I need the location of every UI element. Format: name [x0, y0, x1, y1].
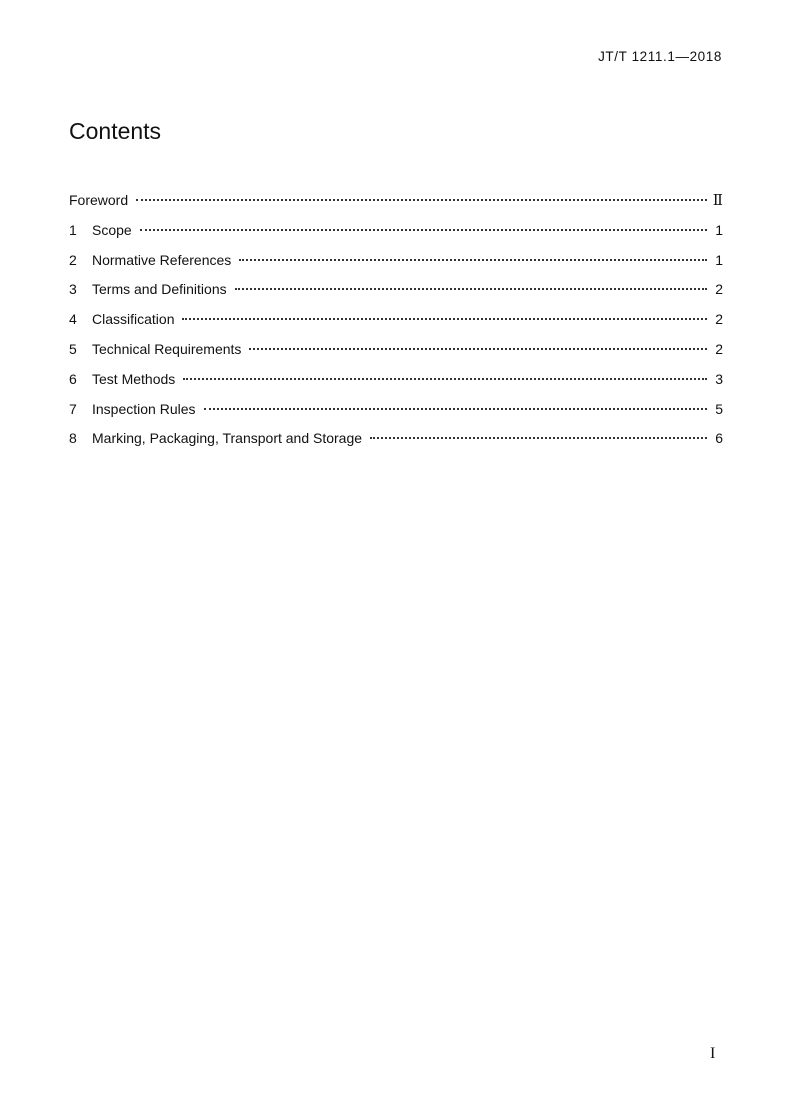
- toc-entry-normative-references[interactable]: [69, 250, 723, 280]
- toc-entry-label: Classification: [92, 311, 175, 328]
- dot-leader: [370, 437, 707, 439]
- toc-entry-number: 3: [69, 281, 77, 298]
- dot-leader: [183, 378, 707, 380]
- toc-entry-number: 1: [69, 221, 77, 238]
- toc-entry-page: 6: [715, 430, 723, 447]
- toc-entry-label: Normative References: [92, 251, 232, 268]
- toc-entry-label: Marking, Packaging, Transport and Storage: [92, 430, 363, 447]
- toc-entry-page: 1: [715, 221, 723, 238]
- toc-entry-page: 2: [715, 311, 723, 328]
- toc-entry-number: 4: [69, 311, 77, 328]
- toc-entry-label: Test Methods: [92, 370, 176, 387]
- document-code: JT/T 1211.1—2018: [598, 49, 722, 64]
- toc-entry-label: Technical Requirements: [92, 340, 242, 357]
- page-title: Contents: [69, 118, 162, 144]
- dot-leader: [239, 259, 707, 261]
- toc-entry-number: 8: [69, 430, 77, 447]
- toc-entry-foreword[interactable]: [69, 190, 723, 220]
- toc-entry-number: 2: [69, 251, 77, 268]
- dot-leader: [204, 408, 707, 410]
- toc-entry-page: 3: [715, 370, 723, 387]
- page-number: I: [710, 1045, 716, 1062]
- toc-entry-page: 2: [715, 281, 723, 298]
- toc-entry-page: Ⅱ: [712, 193, 723, 209]
- toc-entry-label: Terms and Definitions: [92, 281, 227, 298]
- toc-entry-number: 6: [69, 370, 77, 387]
- dot-leader: [182, 318, 707, 320]
- dot-leader: [235, 288, 707, 290]
- dot-leader: [249, 348, 707, 350]
- toc-entry-label: Scope: [92, 221, 132, 238]
- toc-entry-number: 5: [69, 340, 77, 357]
- table-of-contents: [69, 190, 723, 458]
- dot-leader: [136, 199, 707, 201]
- toc-entry-page: 1: [715, 251, 723, 268]
- toc-entry-terms-and-definitions[interactable]: [69, 279, 723, 309]
- toc-entry-page: 5: [715, 400, 723, 417]
- toc-entry-test-methods[interactable]: [69, 369, 723, 399]
- toc-entry-classification[interactable]: [69, 309, 723, 339]
- dot-leader: [140, 229, 707, 231]
- toc-entry-number: 7: [69, 400, 77, 417]
- toc-entry-label: Foreword: [69, 192, 129, 208]
- toc-entry-scope[interactable]: [69, 220, 723, 250]
- toc-entry-inspection-rules[interactable]: [69, 399, 723, 429]
- toc-entry-technical-requirements[interactable]: [69, 339, 723, 369]
- toc-entry-page: 2: [715, 340, 723, 357]
- toc-entry-label: Inspection Rules: [92, 400, 196, 417]
- toc-entry-marking-packaging-transport-storage[interactable]: [69, 428, 723, 458]
